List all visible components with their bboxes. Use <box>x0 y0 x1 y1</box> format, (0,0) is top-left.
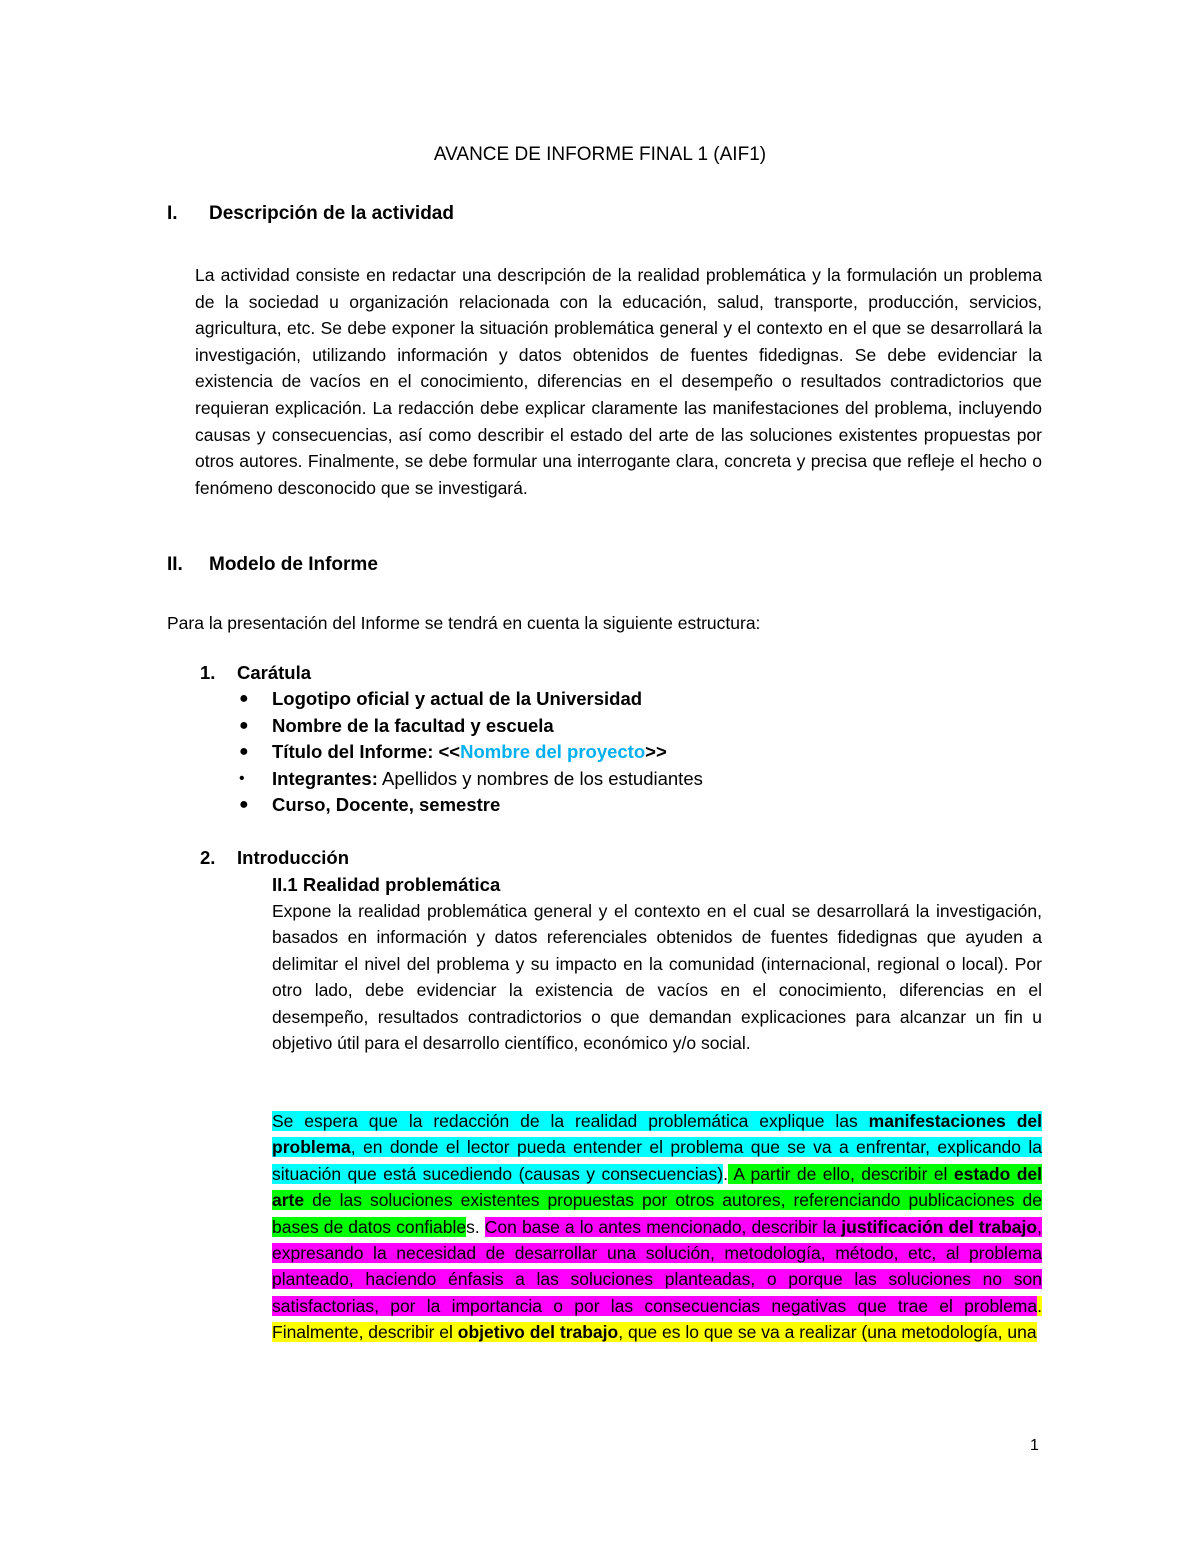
list-item-introduccion <box>200 845 349 871</box>
section-1-paragraph: La actividad consiste en redactar una descripción de la realidad problemática y la formulación un problema de la sociedad u organización relacionada con la educación, salud, transporte, producción, servicios, agricultura, etc. Se debe exponer la situación problemática general y el contexto en el que se desarrollará la investigación, utilizando información y datos obtenidos de fuentes fidedignas. Se debe evidenciar la existencia de vacíos en el conocimiento, diferencias en el desempeño o resultados contradictorios que requieran explicación. La redacción debe explicar claramente las manifestaciones del problema, incluyendo causas y consecuencias, así como describir el estado del arte de las soluciones existentes propuestas por otros autores. Finalmente, se debe formular una interrogante clara, concreta y precisa que refleje el hecho o fenómeno desconocido que se investigará. <box>195 265 1042 498</box>
subsection-title: Realidad problemática <box>302 874 501 895</box>
section-1-title: Descripción de la actividad <box>209 203 454 224</box>
bullet-dot-icon: • <box>239 769 245 787</box>
highlight-bold-text: justificación del trabajo <box>841 1216 1038 1237</box>
highlight-plain: s. <box>466 1216 485 1237</box>
highlighted-guidance-paragraph <box>272 1108 1042 1346</box>
highlight-green: A partir de ello, describir el <box>727 1163 954 1184</box>
bullet-item <box>237 766 703 793</box>
bullet-dot-icon: ● <box>239 716 249 734</box>
bullet-item <box>237 792 703 819</box>
section-1-number: I. <box>167 203 178 224</box>
bullet-dot-icon: ● <box>239 743 249 761</box>
bullet-item <box>237 713 703 740</box>
document-title: AVANCE DE INFORME FINAL 1 (AIF1) <box>433 144 767 165</box>
highlight-yellow-bold <box>458 1322 618 1342</box>
list-item-introduccion-number: 2. <box>200 847 216 868</box>
section-1-heading <box>167 201 454 227</box>
bullet-text: Logotipo oficial y actual de la Universidad <box>272 688 643 709</box>
list-item-caratula <box>200 660 311 686</box>
project-name-placeholder: Nombre del proyecto <box>460 741 646 763</box>
bullet-label: Integrantes: <box>272 767 378 789</box>
bullet-item <box>237 686 703 713</box>
highlight-magenta: , expresando la necesidad de desarrollar una solución, metodología, método, etc, al problema planteado, haciendo énfasis a las soluciones planteadas, o porque las soluciones no son satisfactorias, por la importancia o por las consecuencias negativas que trae el problema <box>272 1216 1042 1316</box>
highlight-cyan: , en donde el lector pueda entender el problema que se va a enfrentar, explicando la situación que está sucediendo (causas y consecuencias) <box>272 1137 1042 1184</box>
bullet-open-brackets: << <box>438 741 461 763</box>
bullet-item <box>237 739 703 766</box>
section-2-intro: Para la presentación del Informe se tendrá en cuenta la siguiente estructura: <box>167 613 761 633</box>
caratula-bullet-list <box>237 686 703 819</box>
section-2-number: II. <box>167 554 183 575</box>
highlight-cyan: Se espera que la redacción de la realidad problemática explique las <box>272 1111 869 1131</box>
bullet-dot-icon: ● <box>239 796 249 814</box>
highlight-plain: . <box>723 1163 728 1184</box>
bullet-dot-icon: ● <box>239 690 249 707</box>
subsection-number: II.1 <box>272 874 298 895</box>
highlight-green: de las soluciones existentes propuestas por otros autores, referenciando publicaciones de bases de datos confiable <box>272 1190 1042 1237</box>
subsection-paragraph: Expone la realidad problemática general y el contexto en el cual se desarrollará la investigación, basados en información y datos referenciales obtenidos de fuentes fidedignas que ayuden a delimitar el nivel del problema y su impacto en la comunidad (internacional, regional o local). Por otro lado, debe evidenciar la existencia de vacíos en el conocimiento, diferencias en el desempeño, resultados contradictorios o que demandan explicaciones para alcanzar un fin u objetivo útil para el desarrollo científico, económico y/o social. <box>272 901 1042 1054</box>
highlight-bold-text: estado del arte <box>272 1163 1042 1211</box>
subsection-heading <box>272 872 500 898</box>
bullet-value: Apellidos y nombres de los estudiantes <box>382 767 703 789</box>
highlight-magenta: Con base a lo antes mencionado, describir la <box>484 1216 842 1237</box>
highlight-yellow: . Finalmente, describir el <box>272 1295 1042 1343</box>
highlight-magenta-bold <box>841 1217 1037 1237</box>
highlight-bold-text: objetivo del trabajo <box>457 1322 619 1343</box>
list-item-caratula-label: Carátula <box>237 662 312 683</box>
bullet-text: Nombre de la facultad y escuela <box>272 714 554 736</box>
list-item-introduccion-label: Introducción <box>237 847 350 868</box>
section-2-heading <box>167 552 378 578</box>
bullet-text: Curso, Docente, semestre <box>272 794 501 816</box>
list-item-caratula-number: 1. <box>200 662 216 683</box>
section-2-title: Modelo de Informe <box>209 554 378 575</box>
highlight-yellow: , que es lo que se va a realizar (una metodología, una <box>618 1322 1037 1343</box>
bullet-close-brackets: >> <box>645 741 667 763</box>
highlight-bold-text: manifestaciones del problema <box>272 1111 1042 1158</box>
page-number: 1 <box>1030 1437 1039 1454</box>
bullet-label: Título del Informe: <box>272 741 434 763</box>
